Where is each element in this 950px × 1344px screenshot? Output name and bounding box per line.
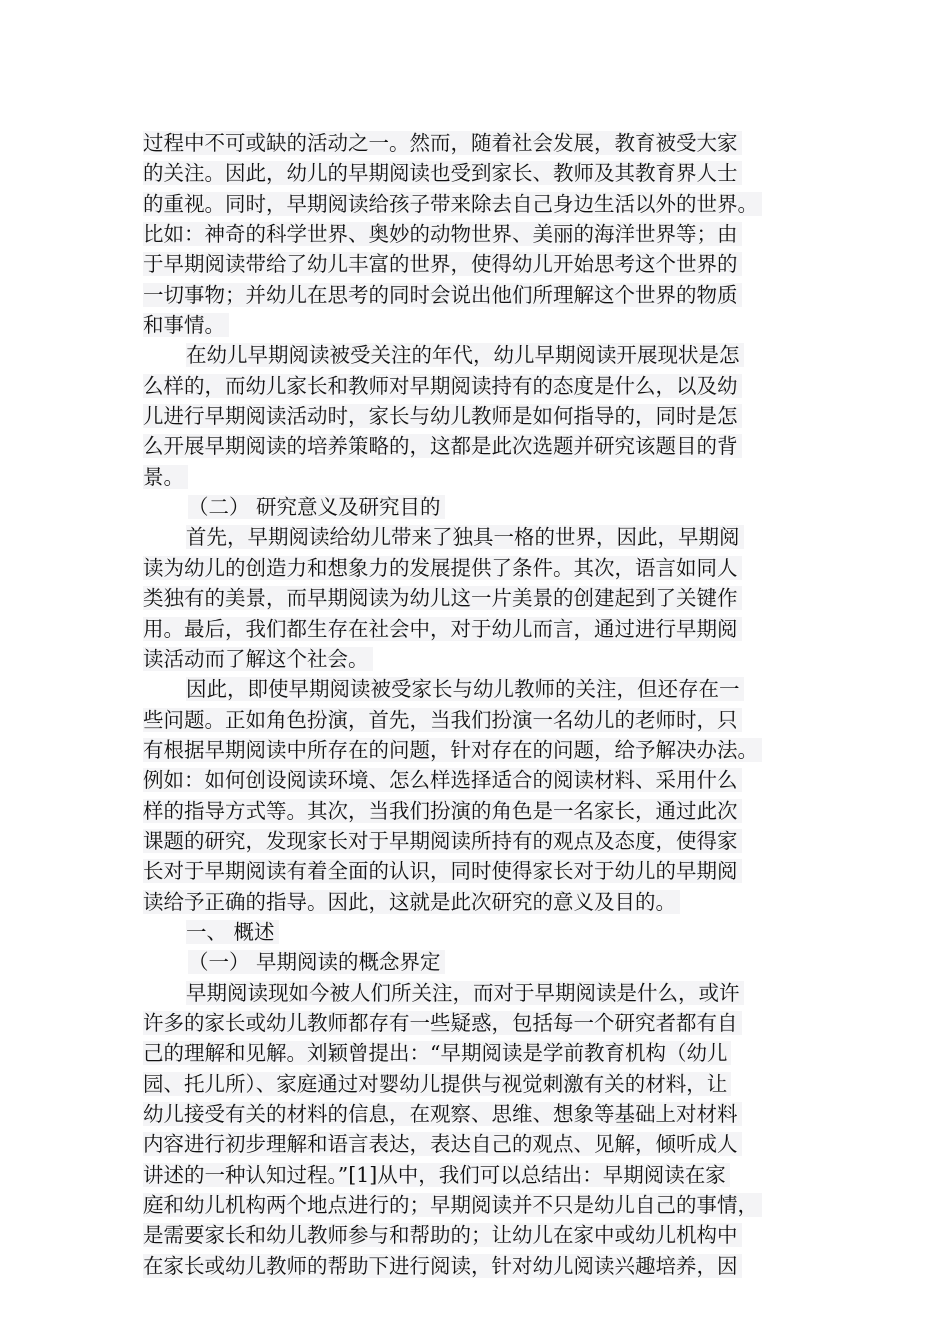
- paragraph-line: 么开展早期阅读的培养策略的，这都是此次选题并研究该题目的背: [143, 431, 823, 461]
- paragraph-line: 是需要家长和幼儿教师参与和帮助的；让幼儿在家中或幼儿机构中: [143, 1220, 823, 1250]
- paragraph-line: 内容进行初步理解和语言表达，表达自己的观点、见解，倾听成人: [143, 1129, 823, 1159]
- paragraph-line: 在幼儿早期阅读被受关注的年代，幼儿早期阅读开展现状是怎: [143, 340, 823, 370]
- paragraph-line: 类独有的美景，而早期阅读为幼儿这一片美景的创建起到了关键作: [143, 583, 823, 613]
- paragraph-line: 例如：如何创设阅读环境、怎么样选择适合的阅读材料、采用什么: [143, 765, 823, 795]
- paragraph-line: 讲述的一种认知过程。”[1]从中，我们可以总结出：早期阅读在家: [143, 1160, 823, 1190]
- paragraph-line: 的重视。同时，早期阅读给孩子带来除去自己身边生活以外的世界。: [143, 189, 823, 219]
- paragraph-line: 课题的研究，发现家长对于早期阅读所持有的观点及态度，使得家: [143, 826, 823, 856]
- paragraph-line: 幼儿接受有关的材料的信息，在观察、思维、想象等基础上对材料: [143, 1099, 823, 1129]
- paragraph-line: 己的理解和见解。刘颖曾提出：“早期阅读是学前教育机构（幼儿: [143, 1038, 823, 1068]
- chapter-heading: 一、 概述: [143, 917, 823, 947]
- paragraph-line: 读给予正确的指导。因此，这就是此次研究的意义及目的。: [143, 887, 823, 917]
- paragraph-line: 比如：神奇的科学世界、奥妙的动物世界、美丽的海洋世界等；由: [143, 219, 823, 249]
- paragraph-line: 样的指导方式等。其次，当我们扮演的角色是一名家长，通过此次: [143, 796, 823, 826]
- paragraph-line: 一切事物；并幼儿在思考的同时会说出他们所理解这个世界的物质: [143, 280, 823, 310]
- section-heading: （一） 早期阅读的概念界定: [143, 947, 823, 977]
- paragraph-line: 过程中不可或缺的活动之一。然而，随着社会发展，教育被受大家: [143, 128, 823, 158]
- section-heading: （二） 研究意义及研究目的: [143, 492, 823, 522]
- paragraph-line: 因此，即使早期阅读被受家长与幼儿教师的关注，但还存在一: [143, 674, 823, 704]
- paragraph-line: 和事情。: [143, 310, 823, 340]
- paragraph-line: 用。最后，我们都生存在社会中，对于幼儿而言，通过进行早期阅: [143, 614, 823, 644]
- paragraph-line: 庭和幼儿机构两个地点进行的；早期阅读并不只是幼儿自己的事情，: [143, 1190, 823, 1220]
- paragraph-line: 景。: [143, 462, 823, 492]
- paragraph-line: 于早期阅读带给了幼儿丰富的世界，使得幼儿开始思考这个世界的: [143, 249, 823, 279]
- paragraph-line: 的关注。因此，幼儿的早期阅读也受到家长、教师及其教育界人士: [143, 158, 823, 188]
- paragraph-line: 许多的家长或幼儿教师都存有一些疑惑，包括每一个研究者都有自: [143, 1008, 823, 1038]
- paragraph-line: 读活动而了解这个社会。: [143, 644, 823, 674]
- paragraph-line: 儿进行早期阅读活动时，家长与幼儿教师是如何指导的，同时是怎: [143, 401, 823, 431]
- paragraph-line: 长对于早期阅读有着全面的认识，同时使得家长对于幼儿的早期阅: [143, 856, 823, 886]
- paragraph-line: 些问题。正如角色扮演，首先，当我们扮演一名幼儿的老师时，只: [143, 705, 823, 735]
- paragraph-line: 读为幼儿的创造力和想象力的发展提供了条件。其次，语言如同人: [143, 553, 823, 583]
- paragraph-line: 在家长或幼儿教师的帮助下进行阅读，针对幼儿阅读兴趣培养，因: [143, 1251, 823, 1281]
- paragraph-line: 首先，早期阅读给幼儿带来了独具一格的世界，因此，早期阅: [143, 522, 823, 552]
- paragraph-line: 早期阅读现如今被人们所关注，而对于早期阅读是什么，或许: [143, 978, 823, 1008]
- paragraph-line: 园、托儿所）、家庭通过对婴幼儿提供与视觉刺激有关的材料，让: [143, 1069, 823, 1099]
- paragraph-line: 么样的，而幼儿家长和教师对早期阅读持有的态度是什么，以及幼: [143, 371, 823, 401]
- paragraph-line: 有根据早期阅读中所存在的问题，针对存在的问题，给予解决办法。: [143, 735, 823, 765]
- body-text: [143, 128, 823, 1281]
